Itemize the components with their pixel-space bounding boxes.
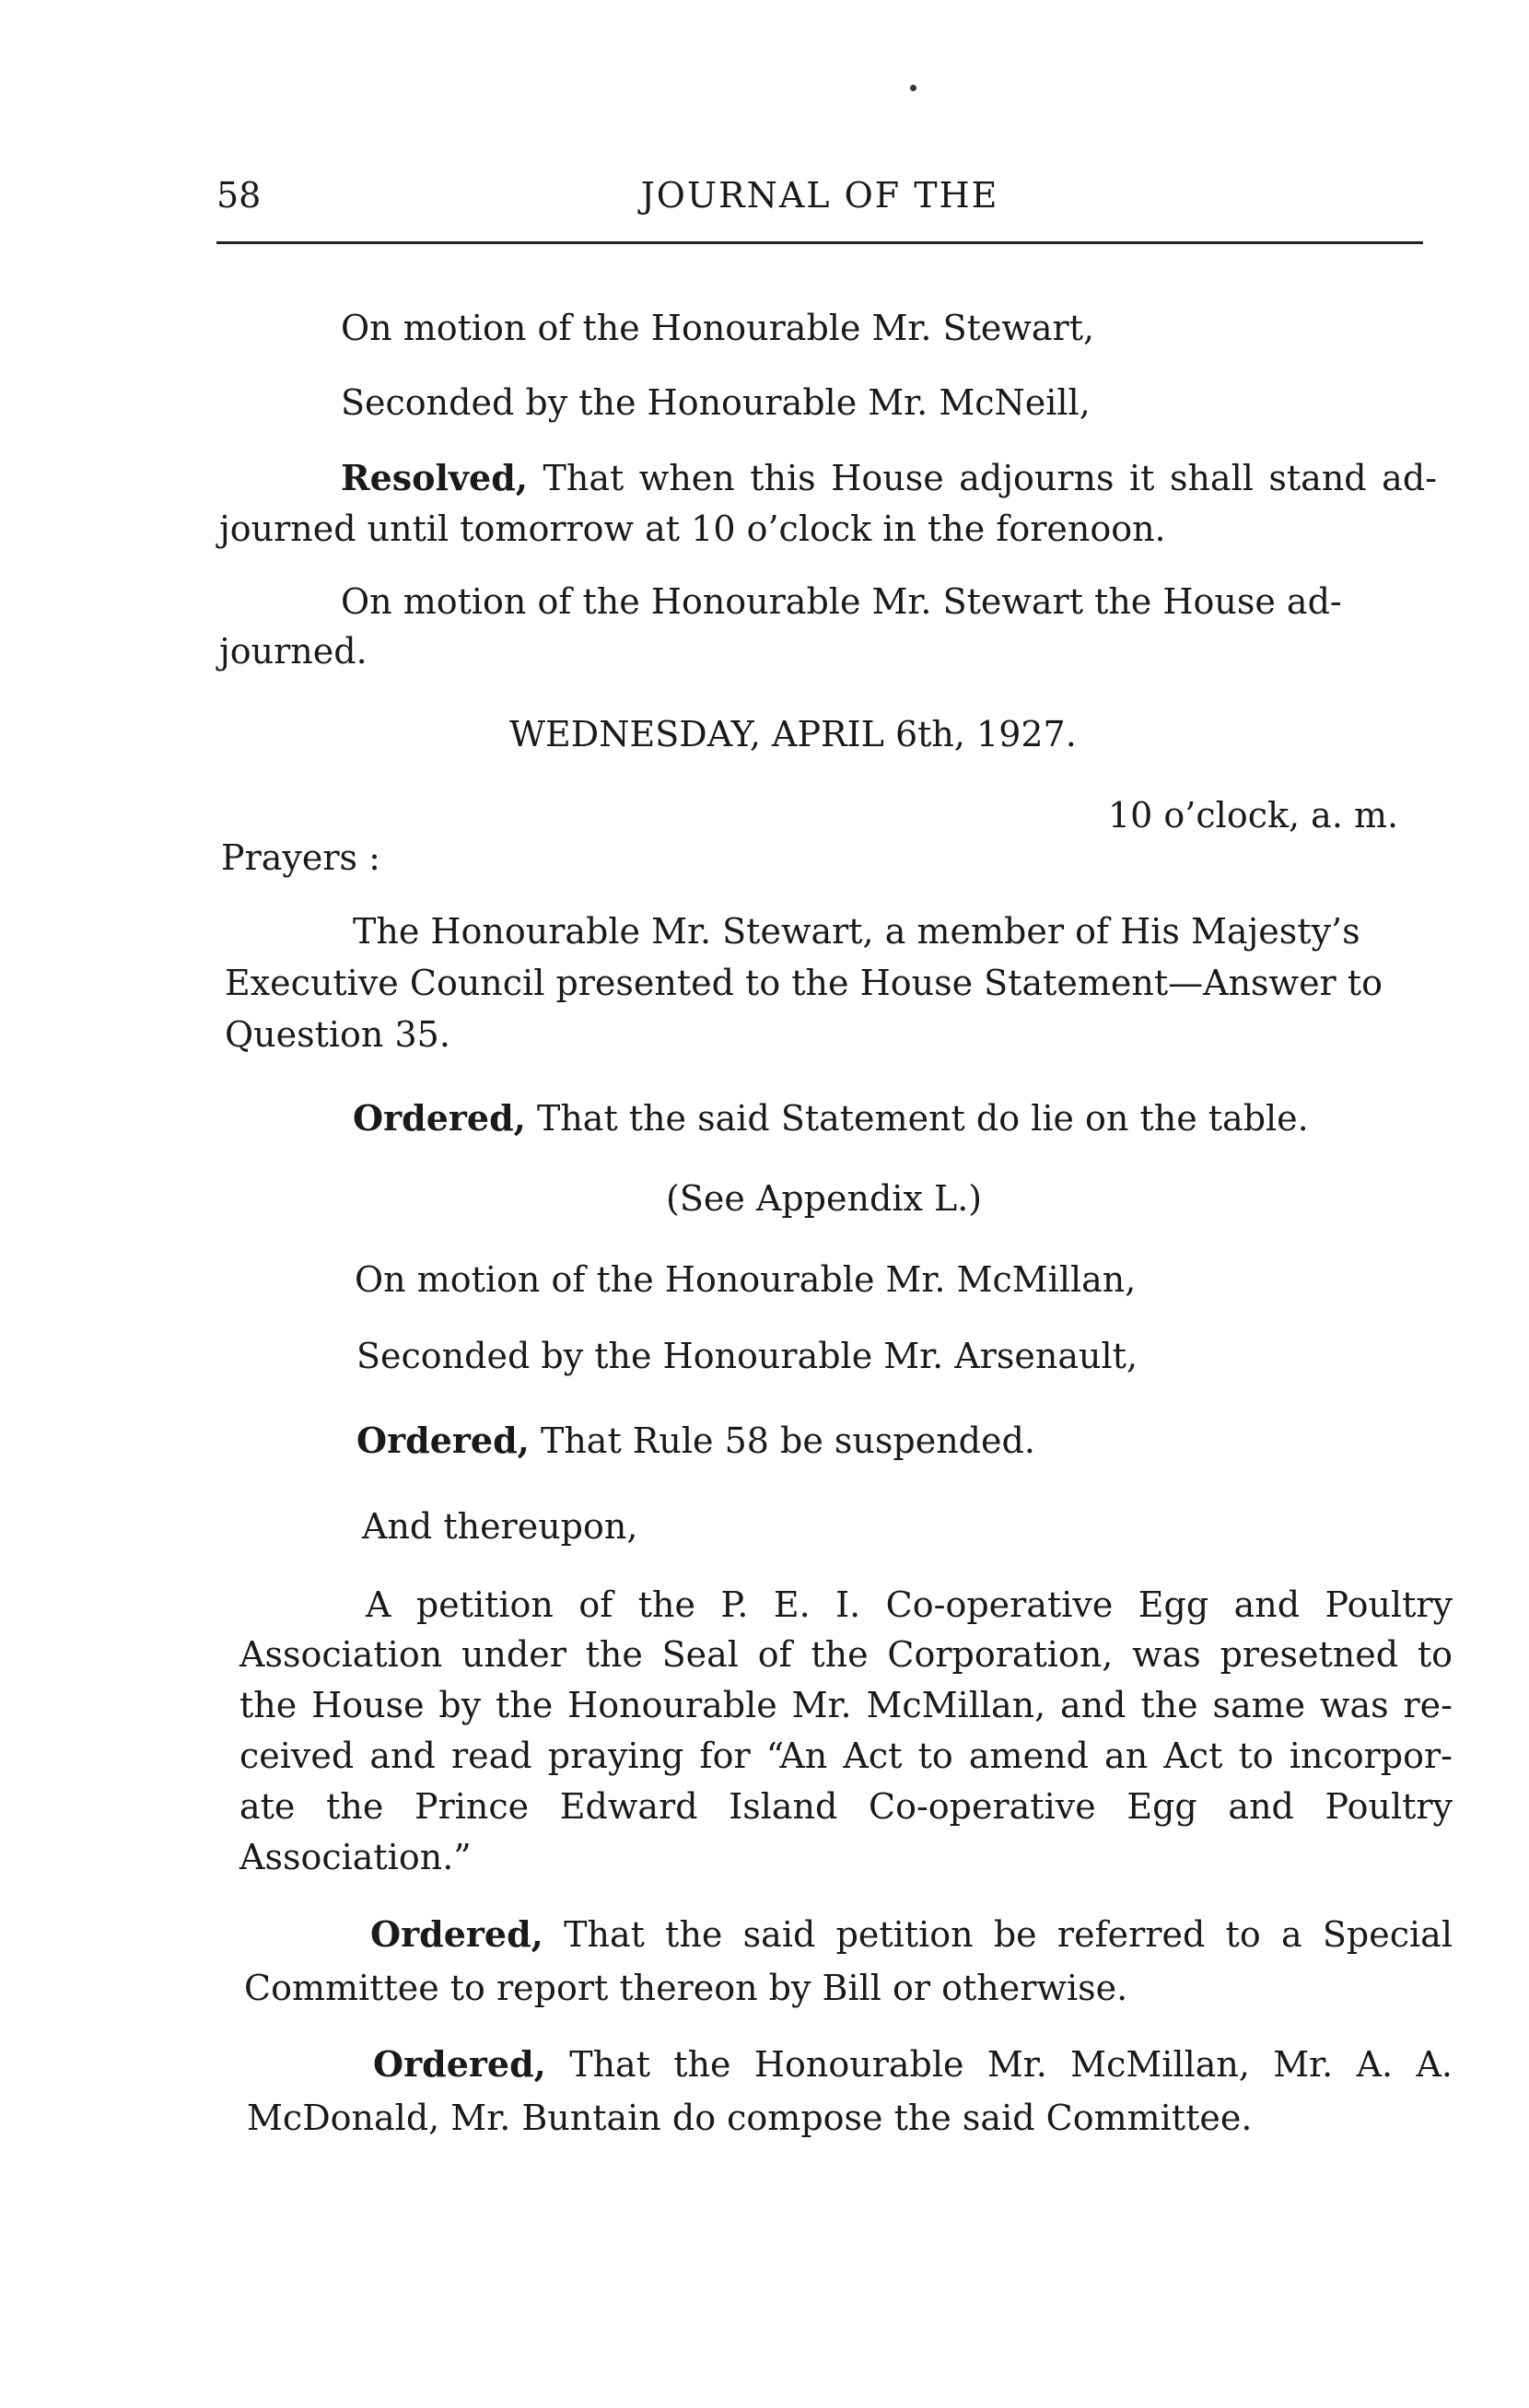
ordered-referred-line-2: Committee to report thereon by Bill or otherwise. xyxy=(244,1968,1128,2008)
thereupon-line: And thereupon, xyxy=(362,1506,638,1547)
page-header xyxy=(216,175,1423,230)
ordered-text: That Rule 58 be suspended. xyxy=(540,1420,1035,1461)
seconded-arsenault-line: Seconded by the Honourable Mr. Arsenault, xyxy=(356,1336,1138,1376)
ordered-committee-line-2: McDonald, Mr. Buntain do compose the said Committee. xyxy=(247,2098,1253,2138)
ordered-table-line xyxy=(353,1097,1309,1139)
petition-line-5: ate the Prince Edward Island Co-operative Egg and Poultry xyxy=(239,1786,1453,1827)
ordered-text: That the said petition be referred to a Special xyxy=(564,1914,1453,1955)
ordered-keyword: Ordered, xyxy=(356,1420,530,1461)
ordered-referred-line-1 xyxy=(370,1913,1453,1955)
statement-line-3: Question 35. xyxy=(225,1014,450,1055)
resolved-keyword: Resolved, xyxy=(341,457,528,498)
appendix-reference: (See Appendix L.) xyxy=(666,1178,983,1219)
motion-line: On motion of the Honourable Mr. Stewart, xyxy=(341,308,1095,348)
date-heading: WEDNESDAY, APRIL 6th, 1927. xyxy=(509,714,1077,754)
statement-line-1: The Honourable Mr. Stewart, a member of His Majesty’s xyxy=(353,911,1360,952)
petition-line-4: ceived and read praying for “An Act to amend an Act to incorpor- xyxy=(239,1736,1453,1776)
ordered-rule-line xyxy=(356,1420,1035,1461)
adjourn-line-2: journed. xyxy=(219,631,368,672)
prayers-label: Prayers : xyxy=(221,837,380,878)
resolved-text: That when this House adjourns it shall stand ad- xyxy=(543,458,1437,498)
ordered-keyword: Ordered, xyxy=(370,1913,543,1955)
petition-line-3: the House by the Honourable Mr. McMillan, and the same was re- xyxy=(239,1685,1453,1725)
ordered-committee-line-1 xyxy=(373,2043,1453,2085)
ordered-keyword: Ordered, xyxy=(373,2043,546,2085)
ink-speck xyxy=(910,85,916,91)
petition-line-6: Association.” xyxy=(239,1837,472,1877)
resolved-line-1 xyxy=(341,457,1437,498)
statement-line-2: Executive Council presented to the House Statement—Answer to xyxy=(225,963,1383,1003)
page-number: 58 xyxy=(216,175,262,216)
ordered-keyword: Ordered, xyxy=(353,1097,526,1139)
time-line: 10 o’clock, a. m. xyxy=(1108,795,1399,836)
ordered-text: That the said Statement do lie on the table. xyxy=(536,1098,1309,1139)
petition-line-1: A petition of the P. E. I. Co-operative Egg and Poultry xyxy=(366,1584,1453,1625)
petition-line-2: Association under the Seal of the Corporation, was presetned to xyxy=(239,1634,1453,1675)
motion-mcmillan-line: On motion of the Honourable Mr. McMillan, xyxy=(355,1259,1137,1300)
adjourn-line-1: On motion of the Honourable Mr. Stewart the House ad- xyxy=(341,581,1342,622)
ordered-text: That the Honourable Mr. McMillan, Mr. A. A. xyxy=(569,2044,1453,2085)
header-rule xyxy=(216,241,1423,244)
seconded-line: Seconded by the Honourable Mr. McNeill, xyxy=(341,382,1091,423)
running-head: JOURNAL OF THE xyxy=(640,175,999,216)
resolved-line-2: journed until tomorrow at 10 o’clock in the forenoon. xyxy=(219,508,1166,549)
